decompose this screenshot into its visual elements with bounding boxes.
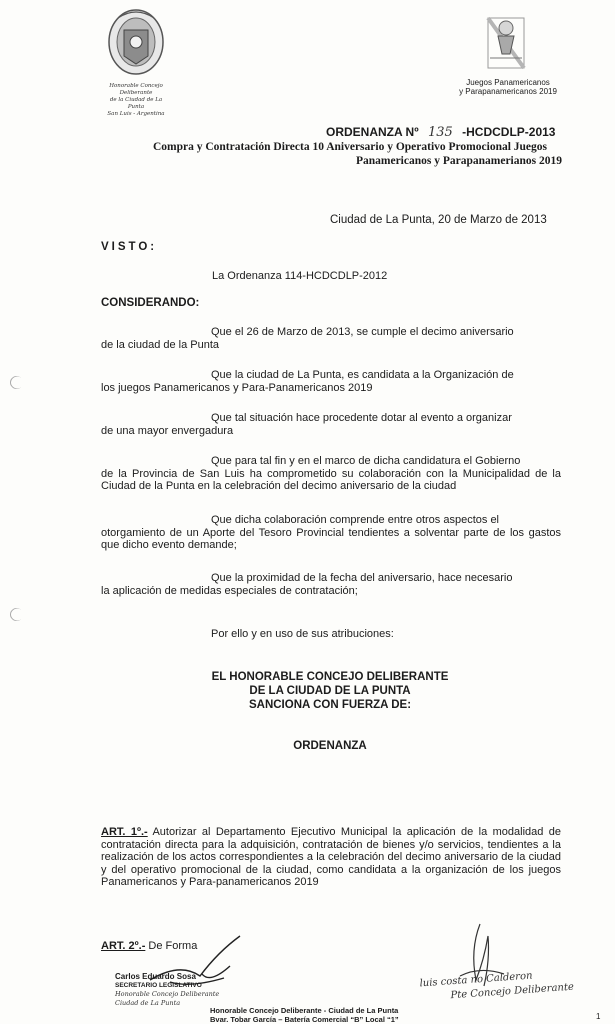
subtitle-line: Compra y Contratación Directa 10 Aniversario y Operativo Promocional Juegos	[152, 141, 548, 153]
paragraph-rest: los juegos Panamericanos y Para-Panamericanos 2019	[101, 381, 373, 394]
seal-caption-line: Honorable Concejo Deliberante	[109, 83, 163, 96]
ordinance-title	[326, 125, 555, 140]
signature-left	[115, 972, 219, 1008]
signer-name: Carlos Eduardo Sosa	[115, 972, 196, 981]
article-text: Autorizar al Departamento Ejecutivo Municipal la aplicación de la modalidad de contratación directa para la adquisición, contratación de bienes y/o servicios, tendientes a la realización de los actos correspondientes a la celebración del decimo aniversario de la ciudad y del operativo promocional de la ciudad, como candidata a la organización de los juegos Panamericanos y Para-panamericanos 2019	[101, 826, 561, 889]
article-label: ART. 1º.-	[101, 826, 148, 838]
seal-caption-line: de la Ciudad de La Punta	[109, 97, 163, 110]
paragraph-rest: de una mayor envergadura	[101, 424, 234, 437]
enactment-line: SANCIONA CON FUERZA DE:	[248, 699, 412, 711]
games-logo-caption	[438, 78, 578, 96]
footer-line: Bvar. Tobar García – Batería Comercial “B” Local “1”	[210, 1015, 399, 1024]
seal-caption-line: San Luis - Argentina	[107, 111, 165, 117]
council-seal	[104, 4, 168, 117]
considerando-paragraph	[101, 455, 561, 493]
visto-text: La Ordenanza 114-HCDCDLP-2012	[212, 270, 388, 282]
signer-city: Ciudad de La Punta	[115, 999, 181, 1007]
punch-hole	[7, 373, 25, 391]
page-number: 1	[596, 1012, 601, 1021]
paragraph-rest: la aplicación de medidas especiales de contratación;	[101, 584, 358, 597]
paragraph-rest: de la ciudad de la Punta	[101, 338, 220, 351]
signer-handwritten-title: Pte Concejo Deliberante	[450, 981, 575, 1002]
article-1	[101, 826, 561, 889]
enactment-line: EL HONORABLE CONCEJO DELIBERANTE	[211, 671, 449, 683]
considerando-paragraph	[101, 572, 561, 597]
games-logo-icon	[480, 14, 530, 72]
paragraph-first-line: Que dicha colaboración comprende entre otros aspectos el	[211, 514, 500, 526]
considerando-paragraph	[101, 514, 561, 552]
paragraph-rest: de la Provincia de San Luis ha comprometido su colaboración con la Municipalidad de la Ciudad de la Punta en la celebración del decimo aniversario de la ciudad	[101, 467, 561, 493]
considerando-closing: Por ello y en uso de sus atribuciones:	[211, 628, 394, 640]
article-label: ART. 2º.-	[101, 940, 146, 952]
signer-org: Honorable Concejo Deliberante	[115, 990, 220, 998]
visto-heading: VISTO:	[101, 241, 158, 253]
signer-title: SECRETARIO LEGISLATIVO	[115, 982, 202, 989]
article-text: De Forma	[148, 940, 198, 952]
considerando-heading: CONSIDERANDO:	[101, 297, 200, 309]
paragraph-first-line: Que tal situación hace procedente dotar al evento a organizar	[211, 412, 512, 424]
ordinance-number: 135	[427, 125, 453, 140]
ordinance-prefix: ORDENANZA Nº	[326, 125, 419, 139]
games-caption-line: y Parapanamericanos 2019	[459, 87, 557, 96]
signer-handwritten-name: luis costa no Calderon	[419, 970, 533, 990]
games-caption-line: Juegos Panamericanos	[466, 78, 550, 87]
considerando-paragraph	[101, 369, 561, 394]
footer	[210, 1006, 399, 1024]
considerando-paragraph	[101, 326, 561, 351]
ordinance-suffix: -HCDCDLP-2013	[462, 125, 556, 139]
games-logo	[480, 14, 530, 72]
enactment-line: DE LA CIUDAD DE LA PUNTA	[249, 685, 411, 697]
paragraph-first-line: Que la proximidad de la fecha del aniversario, hace necesario	[211, 572, 513, 584]
date-line: Ciudad de La Punta, 20 de Marzo de 2013	[330, 214, 547, 226]
paragraph-first-line: Que para tal fin y en el marco de dicha candidatura el Gobierno	[211, 455, 521, 467]
considerando-paragraph	[101, 412, 561, 437]
footer-line: Honorable Concejo Deliberante - Ciudad de La Punta	[210, 1006, 399, 1015]
paragraph-first-line: Que la ciudad de La Punta, es candidata a la Organización de	[211, 369, 514, 381]
enactment-type: ORDENANZA	[293, 740, 367, 752]
enactment-block	[170, 670, 490, 712]
paragraph-rest: otorgamiento de un Aporte del Tesoro Provincial tendientes a solventar parte de los gastos que dicho evento demande;	[101, 526, 561, 552]
council-seal-icon	[104, 4, 168, 76]
subtitle-line: Panamericanos y Parapanamerianos 2019	[355, 155, 562, 167]
paragraph-first-line: Que el 26 de Marzo de 2013, se cumple el decimo aniversario	[211, 326, 514, 338]
ordinance-subtitle	[136, 140, 564, 168]
punch-hole	[7, 605, 25, 623]
